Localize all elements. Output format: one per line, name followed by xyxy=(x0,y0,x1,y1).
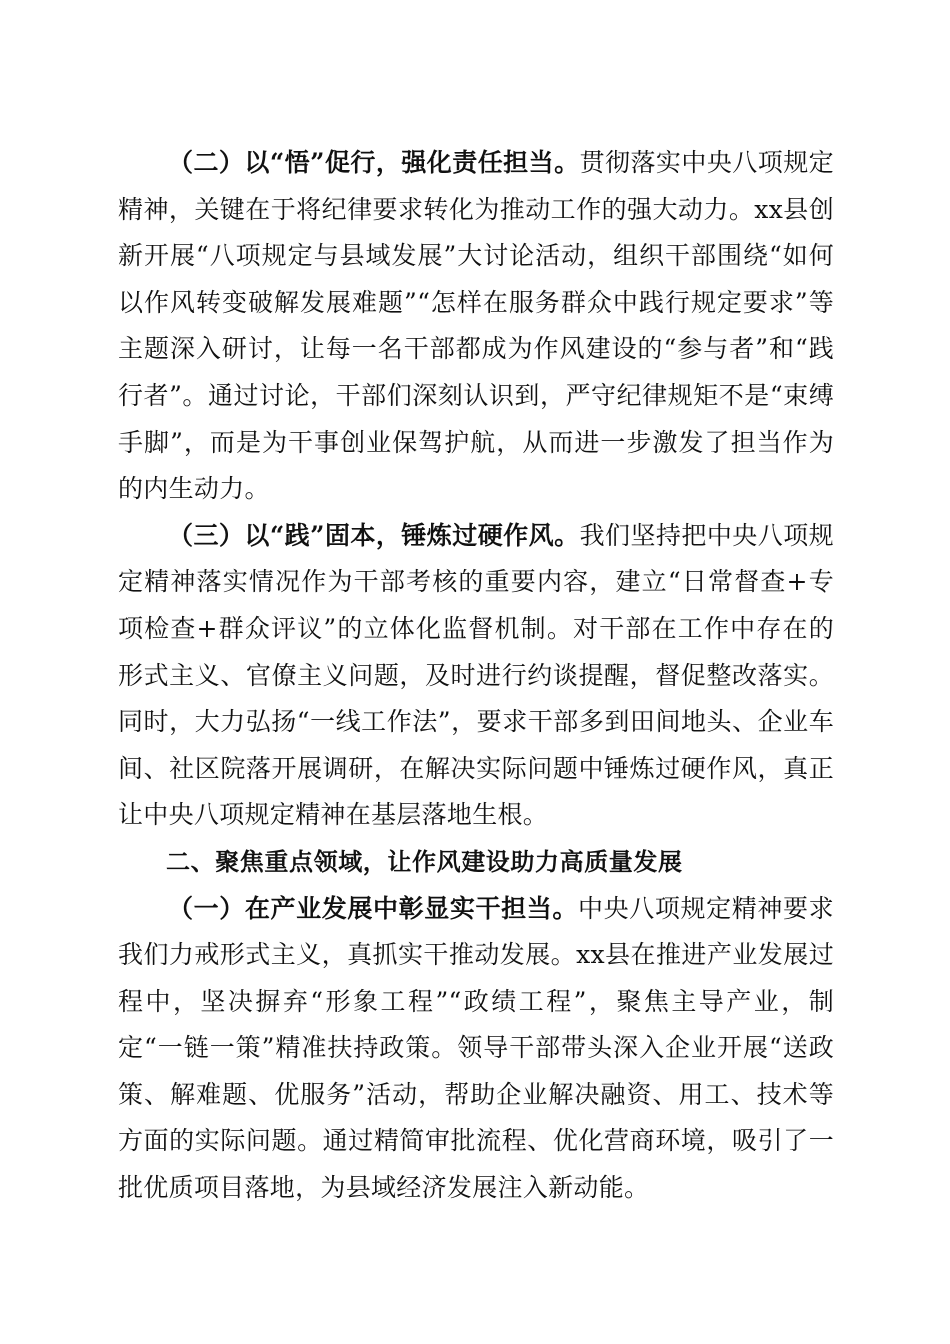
paragraph-section2-1-lead: （一）在产业发展中彰显实干担当。 xyxy=(168,893,579,923)
section-heading: 二、聚焦重点领域，让作风建设助力高质量发展 xyxy=(166,847,683,876)
paragraph-2 xyxy=(118,140,834,513)
paragraph-2-lead: （二）以“悟”促行，强化责任担当。 xyxy=(168,148,580,177)
paragraph-section2-1-body: 中央八项规定精神要求我们力戒形式主义，真抓实干推动发展。xx县在推进产业发展过程中，坚决摒弃“形象工程”“政绩工程”，聚焦主导产业，制定“一链一策”精准扶持政策。领导干部带头深入企业开展“送政策、解难题、优服务”活动，帮助企业解决融资、用工、技术等方面的实际问题。通过精简审批流程、优化营商环境，吸引了一批优质项目落地，为县域经济发展注入新动能。 xyxy=(118,893,834,1203)
paragraph-2-body: 贯彻落实中央八项规定精神，关键在于将纪律要求转化为推动工作的强大动力。xx县创新开展“八项规定与县域发展”大讨论活动，组织干部围绕“如何以作风转变破解发展难题”“怎样在服务群众中践行规定要求”等主题深入研讨，让每一名干部都成为作风建设的“参与者”和“践行者”。通过讨论，干部们深刻认识到，严守纪律规矩不是“束缚手脚”，而是为干事创业保驾护航，从而进一步激发了担当作为的内生动力。 xyxy=(118,148,834,504)
document-body xyxy=(118,140,834,1212)
paragraph-section2-1 xyxy=(118,886,834,1212)
paragraph-3 xyxy=(118,513,834,839)
paragraph-3-lead: （三）以“践”固本，锤炼过硬作风。 xyxy=(168,520,580,550)
paragraph-3-body: 我们坚持把中央八项规定精神落实情况作为干部考核的重要内容，建立“日常督查+专项检查+群众评议”的立体化监督机制。对干部在工作中存在的形式主义、官僚主义问题，及时进行约谈提醒，督促整改落实。同时，大力弘扬“一线工作法”，要求干部多到田间地头、企业车间、社区院落开展调研，在解决实际问题中锤炼过硬作风，真正让中央八项规定精神在基层落地生根。 xyxy=(118,520,834,830)
